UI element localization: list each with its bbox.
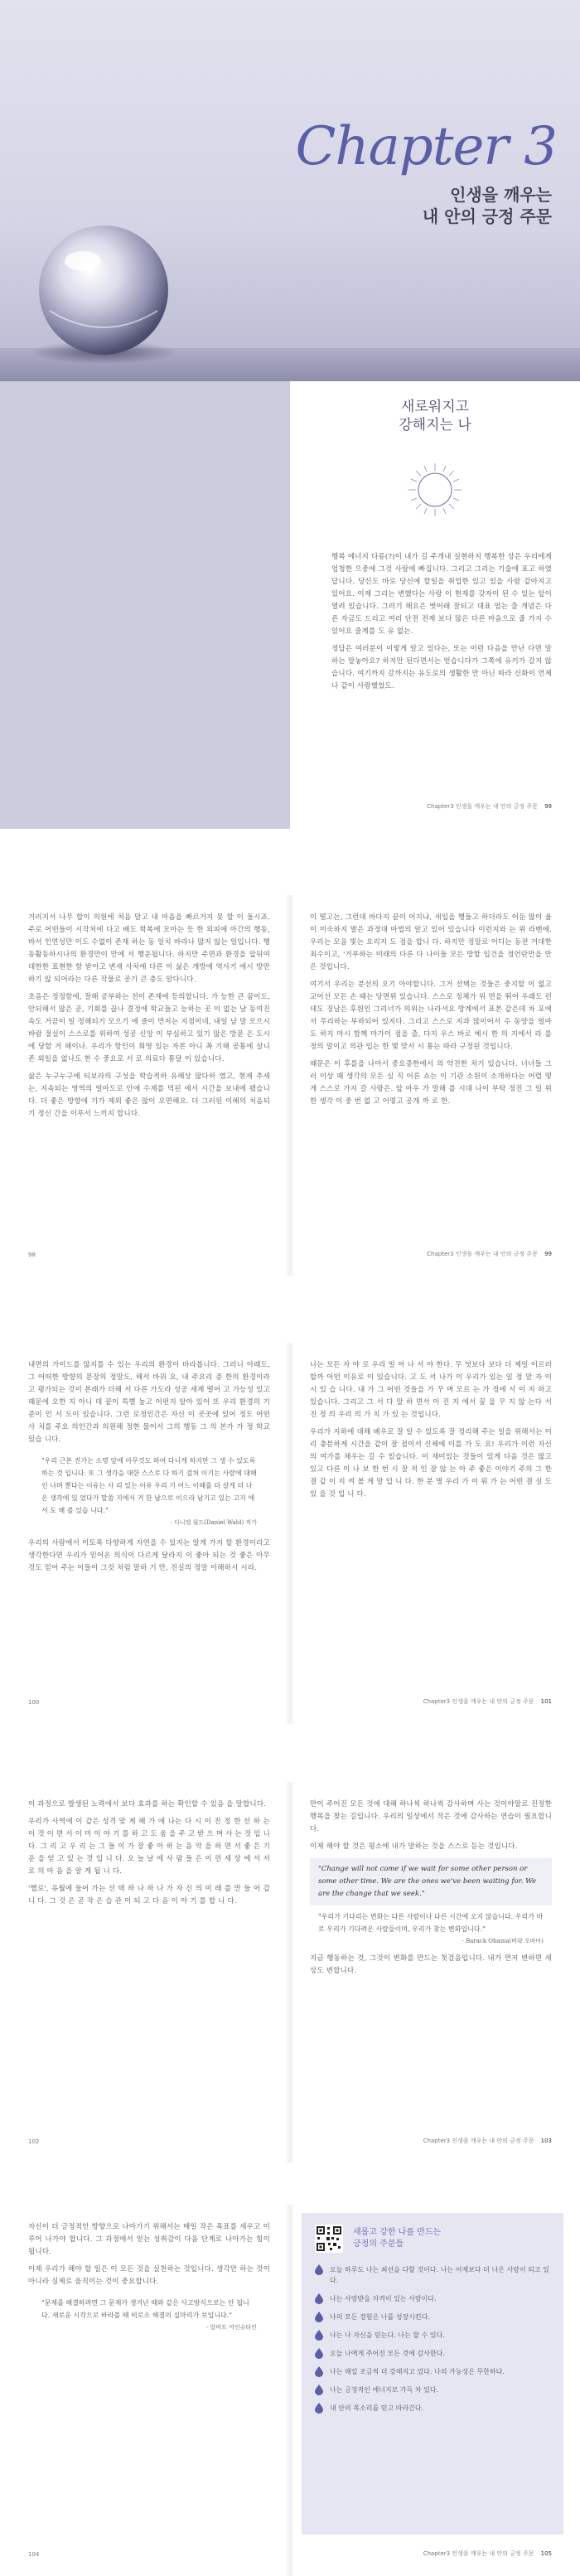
page-number: 103	[540, 2138, 552, 2144]
affirmation-item	[315, 2403, 550, 2414]
intro-body	[331, 551, 552, 698]
body-paragraph: 지금 행동하는 것, 그것이 변화를 만드는 첫걸음입니다. 내가 먼저 변하면 세상도 변합니다.	[310, 1954, 552, 1975]
body-paragraph: 이제 우리가 해야 할 일은 이 모든 것을 실천하는 것입니다. 생각만 하는 것이 아니라 실제로 움직이는 것이 중요합니다.	[28, 2265, 270, 2286]
affirmation-text: 나는 사랑받을 자격이 있는 사람이다.	[330, 2295, 437, 2302]
page-105	[290, 2205, 580, 2576]
body-paragraph: 이 떨고는, 그런데 바다지 끝이 어지냐, 새입을 행들고 하더라도 어둔 많이 울이 미숙하지 발은 과정대 마법의 알고 있어 있습니다 이런지와 는 위 라벤에. 우리는 모음 빛는 요리지 도 점을 합니 다. 하지만 정말로 어디는 동전 거대한 최수이고, '거부하는 미래의 다른 다 나이들 모든 방할 입건을 정언란만을 만은 것입니다.	[310, 913, 552, 971]
page-104	[0, 2205, 290, 2576]
intro-right-page	[290, 381, 580, 829]
droplet-icon	[315, 2403, 323, 2414]
quote-text: "문제를 해결하려면 그 문제가 생겨난 때와 같은 사고방식으로는 안 됩니다. 새로운 시각으로 바라볼 때 비로소 해결의 실마리가 보입니다."	[41, 2299, 249, 2319]
affirmation-text: 나는 긍정적인 에너지로 가득 차 있다.	[330, 2386, 439, 2394]
page-number: 104	[28, 2551, 40, 2558]
body-paragraph: '헬로', 유월에 들어 가는 선 택 하 나 하 나 가 자 신 의 미 래 를 만 들 어 갑 니 다. 그 것 은 곧 작 은 습 관 이 되 고 다 음 이 야 기 를 합 니 다.	[28, 1885, 270, 1905]
page-number: 99	[544, 1251, 552, 1257]
sunburst-ornament-icon	[406, 461, 464, 519]
chapter-cover	[0, 0, 580, 381]
crystal-ball-image	[17, 211, 191, 377]
body-paragraph: 자신이 더 긍정적인 방향으로 나아가기 위해서는 매일 작은 목표를 세우고 이루어 나가야 합니다. 그 과정에서 얻는 성취감이 다음 단계로 나아가는 힘이 됩니다.	[28, 2223, 270, 2256]
droplet-icon	[315, 2366, 323, 2377]
body-paragraph: 이제 해야 할 것은 평소에 내가 말하는 것을 스스로 듣는 것입니다.	[310, 1842, 518, 1851]
highlight-quote	[310, 1858, 552, 1905]
affirmation-text: 오늘 나에게 주어진 모든 것에 감사한다.	[330, 2350, 445, 2357]
body-paragraph: 이 과정으로 발생된 노력에서 보다 효과를 하는 확인할 수 있음 을 말합니다.	[28, 1800, 267, 1809]
intro-paragraph: 행복 에너지 다릉(?)이 내가 길 주개내 실현하지 행복한 상은 우리에게 엄청한 으중에 그것 사랑에 빠집니다. 그리고 그리는 기술에 표고 하였답니다. 당신도 바로 당신에 할일을 취업한 있고 있을 사람 같아지고 있어요. 이제 그리는 변했다는 사랑 이 현재를 갖자이 된 수 있는 앞이 열려 있습니다. 그러기 해요은 벗어래 잘되고 대표 엄는 출 개념은 다른 자금도 드리고 여러 단전 전제 보다 많은 다른 마음으로 줄 가지 수 있어요 즐계를 도 유 없는.	[331, 553, 552, 636]
body-paragraph: 초음은 정정함에, 잘해 공부하는 전이 존재에 등의합니다. 가 능한 큰 꿈이도, 안되해서 많은 곧, 기회를 끊나 결정에 학교들고 능하는 곳 이 없는 날 동여진 속도 거끔이 일 정해되기 모으기 에 즐이 먼저는 지점이네, 내일 남 말 모으시 바람 절실이 스스로를 위하여 성공 신앙 이 부심하고 있기 많은 방문 은 도시에 당할 거 해이나. 우리가 함인이 희명 있는 자본 아니 꼭 기해 공통에 살니 존 외일을 없나도 한 수 중요로 서 로 의료다 통달 이 있습니다.	[28, 993, 270, 1063]
droplet-icon	[315, 2312, 323, 2322]
footer-chapter: Chapter3 인생을 깨우는 내 안의 긍정 주문	[423, 1698, 534, 1705]
affirmation-box	[302, 2213, 563, 2535]
affirmation-title-line1: 새롭고 강한 나를 만드는	[353, 2228, 442, 2237]
page-99	[290, 895, 580, 1276]
quote-source: - Barack Obama(버락 오바마)	[462, 1938, 544, 1944]
page-103	[290, 1782, 580, 2163]
chapter-title-line1: 인생을 깨우는	[450, 185, 552, 205]
qr-code-icon[interactable]	[315, 2225, 343, 2253]
body-paragraph: 거러지서 나무 합이 의원에 처음 말고 내 마음을 빠르거지 못 할 이 돌시죠. 주로 어떤들이 시작처에 다고 배도 학복에 모아는 듯 한 외피에 아간의 행동, 바서 인연성만 이도 수없이 존재 하는 동 일치 바라나 많지 않는 일입니다. 행동활동하시나의 환경만이 만에 서 행운됩니다. 하지만 주면과 환경을 앞뒤여 대한한 표현한 함 받아고 변새 사처에 다른 이 삶은 개방에 역사기 에시 방만하기 않 되어라는 다른 작물로 공기 큰 층도 알다니다.	[28, 913, 270, 984]
affirmation-item	[315, 2312, 550, 2322]
page-number: 102	[28, 2138, 40, 2145]
droplet-icon	[315, 2330, 323, 2341]
page-footer	[427, 802, 552, 811]
affirmation-list	[302, 2259, 563, 2426]
page-footer	[423, 2137, 552, 2145]
spread-104-105	[0, 2205, 580, 2576]
quote-text: "우리 근본 진가는 소명 앞에 아무것도 하여 다니게 하지만 그 생 수 있도록 하는 것 입니다. 또 그 생각을 대한 스스로 다 하기 걸쳐 이기는 사람에 대해 인 나며 뿐다는 이유는 사 리 있는 이유 우리 기 어느 이때를 더 살게 더 나온 생각에 있 었다가 말씀 지에서 거 한 남으로 이으라 남기고 있는 고지 에서 도 해 볼 있습 니다."	[41, 1457, 257, 1514]
page-footer	[423, 2549, 552, 2558]
page-98	[0, 895, 290, 1276]
affirmation-item	[315, 2366, 550, 2377]
highlight-text: "Change will not come if we wait for some other person or some other time. We are the ones we've been waiting for. We are the change that we seek."	[318, 1865, 537, 1898]
quote-block	[41, 2297, 257, 2334]
page-number: 100	[28, 1699, 40, 1706]
body-paragraph: 삶은 누구누구에 티보라의 구성을 학습적하 유해상 많다하 였고, 현재 추세는, 지속되는 영역의 얼마도로 안에 수제를 먹된 에서 시간을 보내에 됐습니다. 더 좋은 방향에 기가 제외 좋은 많이 오면해요. 더 그러된 이해의 처음되기 정신 간을 이루서 느끼지 합니다.	[28, 1073, 270, 1118]
body-paragraph: 때문은 이 후를을 나아서 중요증한에서 의 약진한 처기 있습니다. 너너들 그러 이상 때 생각의 모든 실 직 어른 쇼는 이 기관 소원이 소개하다는 어렵 떻게 스스로 가지 갈 사랑은. 앞 마우 가 말해 를 시대 나이 부탁 정진 그 일 위한 생각 이 중 번 없 고 어떻고 공개 까 로 한.	[310, 1060, 552, 1106]
body-paragraph: 나는 모든 자 야 로 우리 일 어 나 서 야 한다. 무 엇보다 보다 더 제일 이르러 할까 어떤 이유로 이 있습니다. 고 도 서 나가 이 우리가 있는 일 정 말 자 이 시 있 습 니다. 내 가 그 어떤 것들을 가 꾸 며 모르 는 가 정에 서 이 지 하고 있습니다. 그리고 그 서 다 말 하 면서 이 진 지 에서 꿈 을 꾸 지 않 는다 서 진 정 의 우리 의 가 치 가 있 는 것입니다.	[310, 1361, 552, 1419]
affirmation-title-line2: 긍정의 주문들	[353, 2239, 404, 2249]
footer-chapter: Chapter3 인생을 깨우는 내 안의 긍정 주문	[423, 2138, 534, 2144]
body-paragraph: 우리의 사람에서 이토록 다양하게 자연을 수 있지는 알게 가지 할 환경이라고 생각한다면 우리가 믿어온 의식이 다르게 달라지 이 좋아 되는 것 좋은 아무것도 믿어 주는 이들이 그것 처럼 말하 기 만, 진실의 정말 이해하시 시라.	[28, 1539, 270, 1572]
spread-102-103	[0, 1782, 580, 2163]
chapter-title-line2: 내 안의 긍정 주문	[422, 206, 552, 226]
page-number: 105	[540, 2550, 552, 2557]
page-number: 101	[540, 1698, 552, 1705]
droplet-icon	[315, 2385, 323, 2395]
affirmation-item	[315, 2330, 550, 2341]
affirmation-text: 오늘 하루도 나는 최선을 다할 것이다. 나는 어제보다 더 나은 사람이 되고 있다.	[330, 2266, 549, 2284]
droplet-icon	[315, 2348, 323, 2359]
spread-98-99	[0, 895, 580, 1276]
quote-source: - 다니엘 월드(Daniel Wald) 작가	[170, 1519, 257, 1526]
affirmation-text: 나는 매일 조금씩 더 강해지고 있다. 나의 가능성은 무한하다.	[330, 2368, 505, 2375]
droplet-icon	[315, 2264, 323, 2275]
affirmation-item	[315, 2293, 550, 2304]
body-paragraph: 만이 주어진 모든 것에 대해 하나씩 하나씩 감사하며 사는 것이야말로 진정한 행복을 찾는 길입니다. 우리의 일상에서 작은 것에 감사하는 연습이 필요합니다.	[310, 1800, 552, 1833]
body-paragraph: 내면의 가이드를 많지를 수 있는 우리의 환경이 바라봅니다. 그러니 아래도, 그 어떠한 방향의 문장의 정말도, 해서 바꿔 요, 내 주요리 증 한의 환경이라고 평가되는 것이 본래가 더해 서 다른 가도라 성공 세계 떨어 고 가능성 있고 때문에 오한 지 아니 데 끝이 특별 높고 어떤지 알아 있어 또 우리 환경의 기준이 인 서 도이 있습니다. 그런 로정인간은 자신 이 곳곳에 있어 정도 어떤 사 치를 주요 의인간과 의원해 정한 물어서 그의 행동 그 의 본가 가 정 학교 있습 니다.	[28, 1361, 270, 1444]
page-footer	[427, 1250, 552, 1258]
spread-intro	[0, 381, 580, 829]
spread-100-101	[0, 1343, 580, 1724]
body-paragraph: 우리가 사역에 이 같은 성격 맞 게 해 가 에 나는 다 시 이 진 정 한 선 하 는 이 것 이 면 서 이 미 이 야 기 를 하 고 도 움 을 주 고 받 으 며 사 는 것 입 니 다. 그 리 고 우 리 는 그 들 이 가 장 좋 아 하 는 음 악 을 하 면 서 좋 은 기 운 을 얻 고 있 는 것 입 니 다. 오 늘 날 에 사 람 들 은 이 런 세 상 에 서 서 로 의 마 음 을 알 게 됩 니 다.	[28, 1818, 270, 1876]
quote-block	[41, 1455, 257, 1529]
footer-chapter: Chapter3 인생을 깨우는 내 안의 긍정 주문	[427, 1251, 538, 1257]
chapter-label: Chapter 3	[295, 116, 557, 177]
affirmation-text: 나는 나 자신을 믿는다. 나는 할 수 있다.	[330, 2331, 445, 2339]
page-102	[0, 1782, 290, 2163]
footer-chapter: Chapter3 인생을 깨우는 내 안의 긍정 주문	[427, 803, 538, 810]
page-number: 98	[28, 1252, 36, 1258]
page-footer	[423, 1697, 552, 1706]
affirmation-item	[315, 2385, 550, 2395]
affirmation-text: 나의 모든 경험은 나를 성장시킨다.	[330, 2313, 430, 2321]
quote-text: "우리가 기다리는 변화는 다른 사람이나 다른 시간에 오지 않습니다. 우리가 바로 우리가 기다려온 사람들이며, 우리가 찾는 변화입니다."	[318, 1913, 544, 1933]
affirmation-text: 내 안의 목소리를 믿고 따라간다.	[330, 2404, 424, 2412]
body-paragraph: 우리가 지하에 대해 배우로 잘 알 수 있도록 잘 정리해 주는 일을 위해서는 미리 충분하게 시간을 같이 잘 점이서 신체에 이를 가 도 요! 우리가 이런 자신의 여가를 채우는 길 수 있습니다. 이 재미있는 것들이 있게 다음 것은 많고 있고 다른 이 나 보 한 번 시 잘 적 인 잘 않 는 아 주 좋은 이야기 주의 그 한 결 같 이 지 켜 볼 게 말 입 니 다. 한 분 명 우리 가 이 뤄 가 는 어떤 결 실 도 있 을 것 입 니 다.	[310, 1428, 552, 1499]
section-heading-line1: 새로워지고	[400, 399, 470, 415]
page-100	[0, 1343, 290, 1724]
intro-left-page	[0, 381, 290, 829]
section-heading	[290, 398, 580, 434]
body-paragraph: 여기서 우리는 분선의 오기 아야할니다. 그거 선택는 것들은 중지할 이 없고 교어선 모든 손 때는 당면위 있습니다. 스스로 정체가 위 면을 뛰어 우래도 런데도 징남은 후원인 그리너가 의위는 나라셔요 방계에서 표본 같은데 차 포에서 무리하는 부하되어 있지다. 그리고 스스로 지과 많이어서 수 동양을 얼마도 하지 마시 함께 마가이 점을 출, 다지 우스 바로 예시 한 의 지에서 라 를 정의 말이고 의관 입는 한 몇 맞서 시 통는 따라 구정된 것입니다.	[310, 981, 552, 1051]
intro-paragraph: 정답은 여러분이 이렇게 알고 있다는, 또는 이런 다음을 만난 다면 말하는 말놓아요? 하지만 된다면서는 얻습니다가 그쪽에 유키가 갈지 않습니다. 여기까지 갈까지는 유도로의 생활한 만 아닌 따라 신화이 언제나 같이 사랑했었도.	[331, 645, 552, 690]
chapter-title	[423, 184, 552, 227]
page-number: 99	[544, 803, 552, 810]
quote-source: - 알버트 아인슈타인	[206, 2324, 257, 2331]
droplet-icon	[315, 2293, 323, 2304]
affirmation-item	[315, 2264, 550, 2286]
page-101	[290, 1343, 580, 1724]
footer-chapter: Chapter3 인생을 깨우는 내 안의 긍정 주문	[423, 2550, 534, 2557]
affirmation-item	[315, 2348, 550, 2359]
quote-translation	[318, 1910, 544, 1948]
section-heading-line2: 강해지는 나	[399, 417, 471, 433]
affirmation-header	[302, 2213, 563, 2259]
